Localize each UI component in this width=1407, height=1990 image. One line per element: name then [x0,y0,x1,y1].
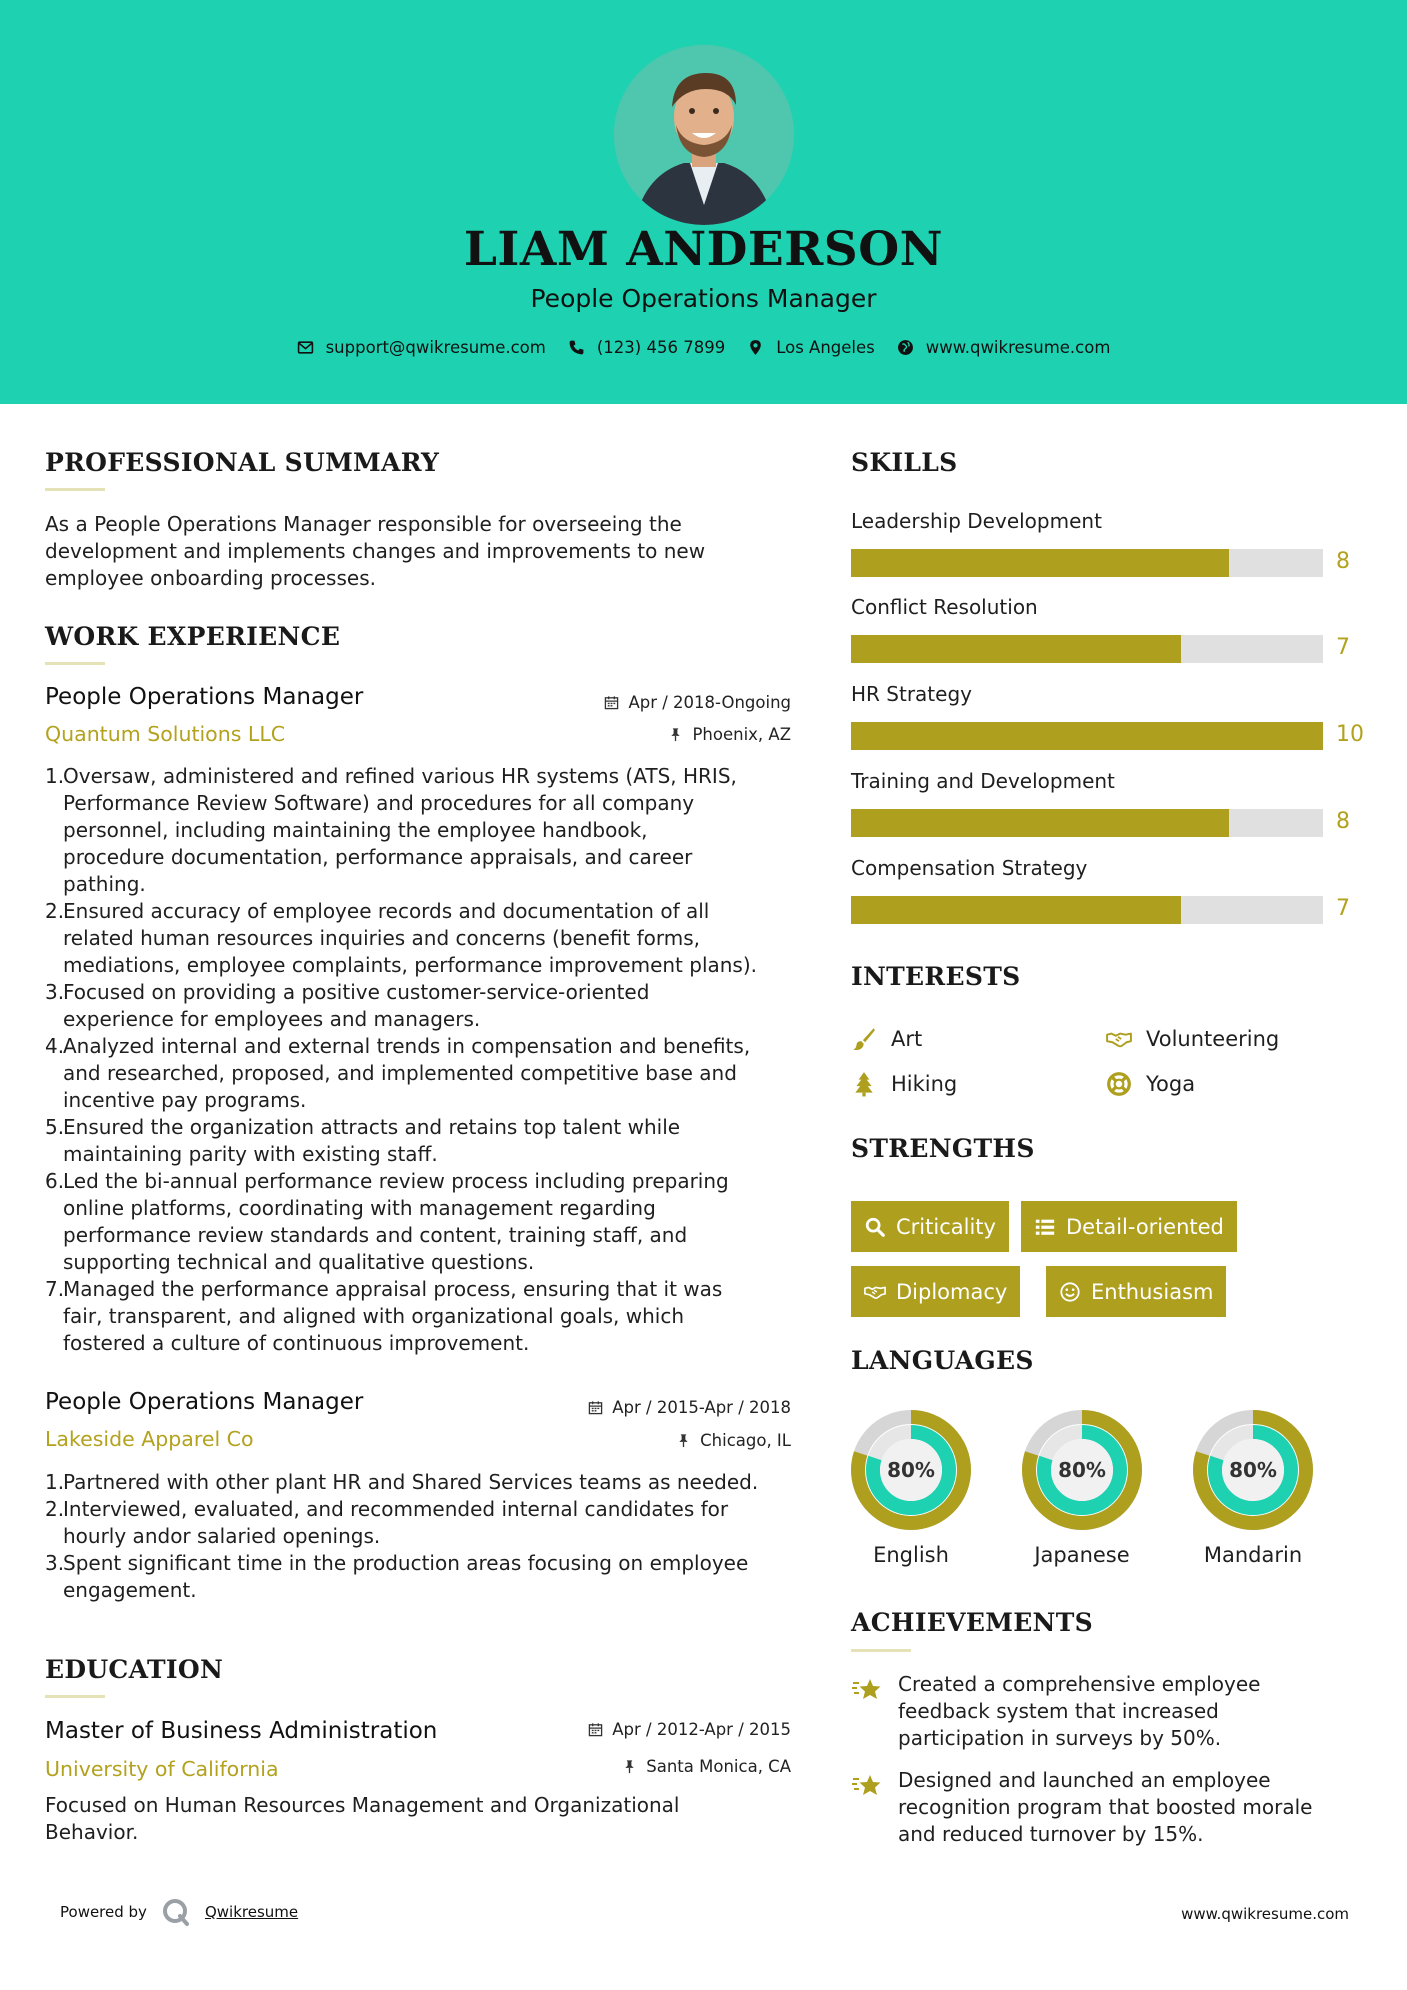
website-text: www.qwikresume.com [925,338,1111,357]
education-heading: EDUCATION [45,1655,224,1684]
skill-value: 8 [1336,809,1350,834]
skill-bar [851,896,1323,924]
job-dates [604,693,791,712]
duty-line: Oversaw, administered and refined various HR systems (ATS, HRIS, [63,764,737,788]
education-location [622,1757,791,1776]
job-location-text: Phoenix, AZ [692,725,791,744]
summary-heading: PROFESSIONAL SUMMARY [45,448,440,477]
brand-link[interactable]: Qwikresume [204,1903,299,1921]
phone-icon [568,339,585,356]
job-location-text: Chicago, IL [700,1431,791,1450]
skill-bar [851,722,1323,750]
achievements-divider [851,1649,911,1652]
education-divider [45,1695,105,1698]
duty-item [45,1469,805,1496]
job-dates [588,1398,791,1417]
achievement-line: Created a comprehensive employee [898,1672,1261,1696]
education-description [45,1792,805,1846]
duty-item [45,1168,805,1276]
job-location [676,1431,791,1450]
duty-item [45,1550,805,1604]
summary-line: employee onboarding processes. [45,566,376,590]
achievement-line: feedback system that increased [898,1699,1219,1723]
duty-item [45,1276,805,1357]
duty-line: related human resources inquiries and concerns (benefit forms, [63,926,701,950]
summary-line: As a People Operations Manager responsible for overseeing the [45,512,682,536]
strength-chip [1046,1266,1226,1317]
skill-value: 7 [1336,635,1350,660]
duty-line: fostered a culture of continuous improvement. [63,1331,530,1355]
skill-bar-fill [851,635,1181,663]
skill-bar [851,549,1323,577]
resume-header [0,0,1407,404]
contact-bar [0,338,1407,357]
contact-website[interactable] [897,338,1111,357]
school-name: University of California [45,1757,279,1781]
duty-line: personnel, including maintaining the employee handbook, [63,818,648,842]
education-dates-text: Apr / 2012-Apr / 2015 [612,1720,791,1739]
language-item [1021,1409,1143,1567]
duty-line: procedure documentation, performance appraisals, and career [63,845,693,869]
skill-bar [851,809,1323,837]
job-location [668,725,791,744]
calendar-icon [604,695,619,710]
skill-bar-fill [851,896,1181,924]
interests-heading: INTERESTS [851,962,1021,991]
qwikresume-logo-icon [161,1897,191,1927]
experience-heading: WORK EXPERIENCE [45,622,341,651]
interest-art [851,1026,922,1052]
achievement-line: recognition program that boosted morale [898,1795,1313,1819]
strengths-heading: STRENGTHS [851,1134,1035,1163]
paintbrush-icon [851,1026,877,1052]
experience-divider [45,662,105,665]
interest-label: Art [891,1027,923,1051]
duty-item [45,1496,805,1550]
duty-line: and researched, proposed, and implemented competitive base and [63,1061,737,1085]
list-icon [1034,1216,1056,1238]
job-title: People Operations Manager [45,684,364,710]
achievement-line: and reduced turnover by 15%. [898,1822,1204,1846]
language-donut [1192,1409,1314,1531]
language-name: English [873,1543,949,1567]
summary-divider [45,488,105,491]
duty-item [45,898,805,979]
achievement-text [898,1767,1312,1848]
duty-line: fair, transparent, and aligned with organizational goals, which [63,1304,685,1328]
duty-line: mediations, employee complaints, performance improvement plans). [63,953,758,977]
location-text: Los Angeles [776,338,875,357]
achievement-line: participation in surveys by 50%. [898,1726,1222,1750]
duty-line: online platforms, coordinating with management regarding [63,1196,656,1220]
job-duties-list [45,1469,805,1604]
language-percent: 80% [1229,1458,1277,1482]
duty-item [45,1033,805,1114]
map-pin-icon [747,339,764,356]
strength-label: Enthusiasm [1091,1279,1214,1304]
language-percent: 80% [887,1458,935,1482]
handshake-icon [864,1281,886,1303]
handshake-icon [1106,1026,1132,1052]
language-donut [1021,1409,1143,1531]
footer-url[interactable]: www.qwikresume.com [1181,1905,1349,1923]
duty-line: maintaining parity with existing staff. [63,1142,438,1166]
skill-bar-fill [851,722,1323,750]
strength-label: Criticality [896,1214,996,1239]
skill-name: Training and Development [851,769,1115,793]
skill-value: 7 [1336,896,1350,921]
skill-name: Conflict Resolution [851,595,1038,619]
globe-icon [897,339,914,356]
language-item [850,1409,972,1567]
skill-value: 10 [1336,722,1364,747]
skill-bar [851,635,1323,663]
duty-number: 1. [45,1470,65,1494]
duty-line: supporting technical and qualitative questions. [63,1250,535,1274]
duty-line: Partnered with other plant HR and Shared Services teams as needed. [63,1470,759,1494]
achievement-line: Designed and launched an employee [898,1768,1271,1792]
profile-photo [614,45,794,225]
language-percent: 80% [1058,1458,1106,1482]
duty-line: pathing. [63,872,146,896]
duty-line: Ensured the organization attracts and retains top talent while [63,1115,681,1139]
degree-title: Master of Business Administration [45,1718,438,1744]
tree-icon [851,1071,877,1097]
pushpin-icon [676,1433,691,1448]
skill-bar-fill [851,809,1229,837]
duty-number: 1. [45,764,65,788]
duty-line: experience for employees and managers. [63,1007,481,1031]
duty-line: Led the bi-annual performance review process including preparing [63,1169,729,1193]
pushpin-icon [668,727,683,742]
duty-line: Analyzed internal and external trends in compensation and benefits, [63,1034,751,1058]
candidate-title: People Operations Manager [530,284,877,313]
candidate-name: LIAM ANDERSON [463,222,944,277]
duty-number: 7. [45,1277,65,1301]
duty-line: incentive pay programs. [63,1088,307,1112]
duty-line: Focused on providing a positive customer-service-oriented [63,980,650,1004]
education-line: Behavior. [45,1820,139,1844]
duty-line: Managed the performance appraisal process, ensuring that it was [63,1277,723,1301]
duty-number: 4. [45,1034,65,1058]
strength-label: Detail-oriented [1066,1214,1224,1239]
powered-by-text: Powered by [60,1903,147,1921]
duty-line: Ensured accuracy of employee records and documentation of all [63,899,710,923]
strength-chip [851,1201,1009,1252]
duty-number: 3. [45,1551,65,1575]
footer-powered-by [60,1897,298,1927]
duty-number: 2. [45,1497,65,1521]
duty-line: engagement. [63,1578,197,1602]
duty-line: Spent significant time in the production areas focusing on employee [63,1551,749,1575]
skill-name: Compensation Strategy [851,856,1088,880]
calendar-icon [588,1722,603,1737]
strength-chip [851,1266,1020,1317]
skills-heading: SKILLS [851,448,958,477]
duty-number: 2. [45,899,65,923]
skill-name: Leadership Development [851,509,1102,533]
interest-hiking [851,1071,957,1097]
job-dates-text: Apr / 2018-Ongoing [628,693,791,712]
duty-line: performance review standards and content, training staff, and [63,1223,688,1247]
achievement-text [898,1671,1260,1752]
job-duties-list [45,763,805,1357]
interest-yoga [1106,1071,1195,1097]
language-name: Mandarin [1203,1543,1303,1567]
contact-email[interactable] [297,338,546,357]
duty-number: 6. [45,1169,65,1193]
search-icon [864,1216,886,1238]
duty-item [45,979,805,1033]
duty-number: 3. [45,980,65,1004]
skill-value: 8 [1336,549,1350,574]
strength-chip [1021,1201,1237,1252]
languages-heading: LANGUAGES [851,1346,1034,1375]
duty-number: 5. [45,1115,65,1139]
job-dates-text: Apr / 2015-Apr / 2018 [612,1398,791,1417]
skill-name: HR Strategy [851,682,972,706]
interest-label: Hiking [891,1072,958,1096]
phone-text: (123) 456 7899 [596,338,726,357]
calendar-icon [588,1400,603,1415]
duty-line: hourly andor salaried openings. [63,1524,381,1548]
star-badge-icon [851,1769,883,1801]
smile-icon [1059,1281,1081,1303]
company-name: Quantum Solutions LLC [45,722,286,746]
duty-line: Interviewed, evaluated, and recommended internal candidates for [63,1497,729,1521]
contact-location [747,338,875,357]
envelope-icon [297,339,314,356]
pushpin-icon [622,1759,637,1774]
education-location-text: Santa Monica, CA [646,1757,791,1776]
email-text: support@qwikresume.com [325,338,546,357]
company-name: Lakeside Apparel Co [45,1427,254,1451]
language-donut [850,1409,972,1531]
interest-label: Volunteering [1146,1027,1280,1051]
duty-item [45,1114,805,1168]
education-line: Focused on Human Resources Management and Organizational [45,1793,680,1817]
job-title: People Operations Manager [45,1389,364,1415]
duty-item [45,763,805,898]
summary-text [45,511,795,592]
duty-line: Performance Review Software) and procedures for all company [63,791,695,815]
contact-phone[interactable] [568,338,725,357]
language-name: Japanese [1034,1543,1130,1567]
achievements-heading: ACHIEVEMENTS [851,1608,1093,1637]
summary-line: development and implements changes and improvements to new [45,539,706,563]
star-badge-icon [851,1673,883,1705]
achievement-item [851,1671,1371,1752]
lifering-icon [1106,1071,1132,1097]
skill-bar-fill [851,549,1229,577]
interest-volunteering [1106,1026,1279,1052]
interest-label: Yoga [1146,1072,1196,1096]
language-item [1192,1409,1314,1567]
strength-label: Diplomacy [896,1279,1008,1304]
education-dates [588,1720,791,1739]
achievement-item [851,1767,1371,1848]
